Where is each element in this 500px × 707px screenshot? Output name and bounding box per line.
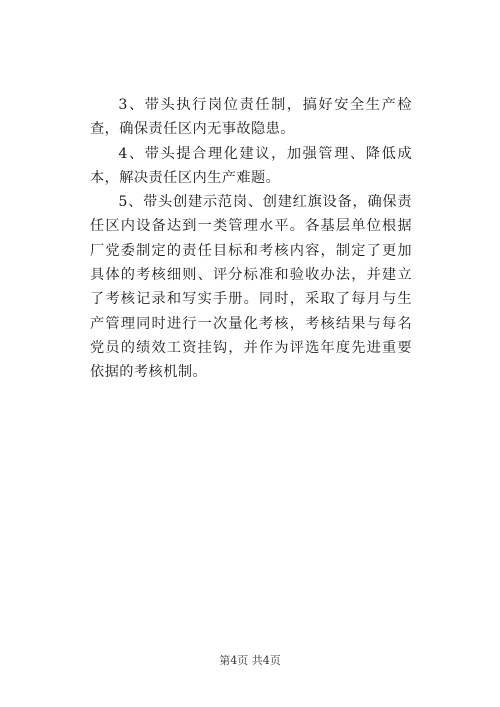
page-footer: 第4页 共4页 bbox=[219, 654, 281, 667]
paragraph-item-3: 3、带头执行岗位责任制，搞好安全生产检查，确保责任区内无事故隐患。 bbox=[90, 97, 412, 138]
paragraph-item-5: 5、带头创建示范岗、创建红旗设备，确保责任区内设备达到一类管理水平。各基层单位根据厂党委制定的责任目标和考核内容，制定了更加具体的考核细则、评分标准和验收办法，并建立了考核记录和写实手册。同时，采取了每月与生产管理同时进行一次量化考核，考核结果与每名党员的绩效工资挂钩，并作为评选年度先进重要依据的考核机制。 bbox=[90, 194, 412, 381]
body-text bbox=[90, 93, 412, 385]
paragraph-item-4: 4、带头提合理化建议，加强管理、降低成本，解决责任区内生产难题。 bbox=[90, 145, 412, 186]
